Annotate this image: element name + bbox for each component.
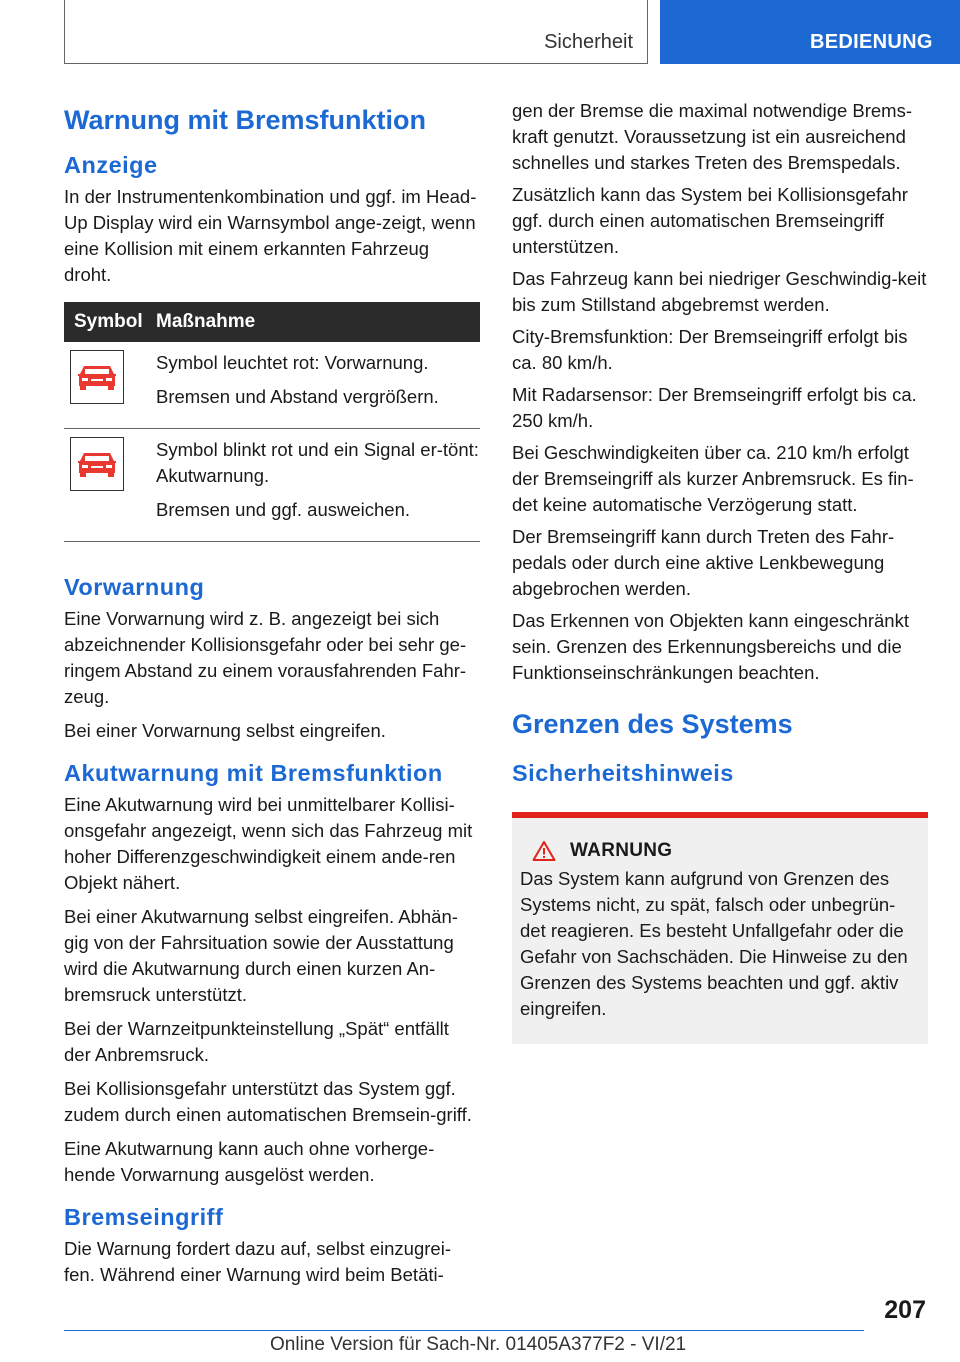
symbol-table-header <box>64 302 480 342</box>
right-p3: Das Fahrzeug kann bei niedriger Geschwindig-keit bis zum Stillstand abgebremst werden. <box>512 268 927 315</box>
row1-line2: Bremsen und Abstand vergrößern. <box>156 386 439 407</box>
left-column <box>64 98 480 1296</box>
right-p8: Das Erkennen von Objekten kann eingeschränkt sein. Grenzen des Erkennungsbereichs und die Funktionseinschränkungen beachten. <box>512 610 909 683</box>
warning-triangle-icon <box>532 840 556 862</box>
table-row <box>64 342 480 429</box>
right-p6: Bei Geschwindigkeiten über ca. 210 km/h erfolgt der Bremseingriff als kurzer Anbremsruck. Es fin-det keine automatische Verzögerung statt. <box>512 442 914 515</box>
sicherheitshinweis-heading: Sicherheitshinweis <box>512 760 734 786</box>
right-column <box>512 98 928 1044</box>
footer-divider <box>64 1330 864 1331</box>
right-p7: Der Bremseingriff kann durch Treten des Fahr-pedals oder durch eine aktive Lenkbewegung abgebrochen werden. <box>512 526 895 599</box>
warning-title-row <box>532 840 920 862</box>
anzeige-text: In der Instrumentenkombination und ggf. im Head-Up Display wird ein Warnsymbol ange-zeigt, wenn eine Kollision mit einem erkannten Fahrzeug droht. <box>64 186 477 285</box>
bremseingriff-heading: Bremseingriff <box>64 1204 224 1230</box>
row2-line2: Bremsen und ggf. ausweichen. <box>156 499 411 520</box>
chapter-label: BEDIENUNG <box>810 31 933 53</box>
bremseingriff-p1: Die Warnung fordert dazu auf, selbst einzugrei-fen. Während einer Warnung wird beim Betäti- <box>64 1238 451 1285</box>
right-p2: Zusätzlich kann das System bei Kollisionsgefahr ggf. durch einen automatischen Bremseingriff unterstützen. <box>512 184 908 257</box>
symbol-table <box>64 302 480 542</box>
akut-p3: Bei der Warnzeitpunkteinstellung „Spät“ entfällt der Anbremsruck. <box>64 1018 449 1065</box>
page-number: 207 <box>884 1296 926 1324</box>
akut-heading: Akutwarnung mit Bremsfunktion <box>64 760 443 786</box>
car-warning-icon <box>70 437 124 491</box>
col-symbol: Symbol <box>64 302 156 342</box>
akut-p5: Eine Akutwarnung kann auch ohne vorherge-hende Vorwarnung ausgelöst werden. <box>64 1138 435 1185</box>
row1-line1: Symbol leuchtet rot: Vorwarnung. <box>156 352 429 373</box>
header-box <box>64 0 648 64</box>
right-p1: gen der Bremse die maximal notwendige Brems-kraft genutzt. Voraussetzung ist ein ausreichend schnelles und starkes Treten des Bremspedals. <box>512 100 912 173</box>
col-action: Maßnahme <box>156 302 480 342</box>
right-p5: Mit Radarsensor: Der Bremseingriff erfolgt bis ca. 250 km/h. <box>512 384 917 431</box>
warning-box <box>512 812 928 1044</box>
chapter-tab[interactable] <box>660 0 960 64</box>
warning-title: WARNUNG <box>570 840 673 861</box>
akut-p4: Bei Kollisionsgefahr unterstützt das System ggf. zudem durch einen automatischen Bremsein-griff. <box>64 1078 472 1125</box>
table-row <box>64 429 480 542</box>
akut-p1: Eine Akutwarnung wird bei unmittelbarer Kollisi-onsgefahr angezeigt, wenn sich das Fahrzeug mit hoher Differenzgeschwindigkeit einem ande-ren Objekt nähert. <box>64 794 473 893</box>
vorwarnung-p2: Bei einer Vorwarnung selbst eingreifen. <box>64 720 386 741</box>
vorwarnung-heading: Vorwarnung <box>64 574 205 600</box>
footer-text: Online Version für Sach-Nr. 01405A377F2 - VI/21 <box>270 1334 687 1355</box>
section-title: Sicherheit <box>544 31 633 53</box>
vorwarnung-p1: Eine Vorwarnung wird z. B. angezeigt bei sich abzeichnender Kollisionsgefahr oder bei sehr ge-ringem Abstand zu einem vorausfahrenden Fahr-zeug. <box>64 608 467 707</box>
akut-p2: Bei einer Akutwarnung selbst eingreifen. Abhän-gig von der Fahrsituation sowie der Ausstattung wird die Akutwarnung durch einen kurzen An-bremsruck unterstützt. <box>64 906 458 1005</box>
warning-text: Das System kann aufgrund von Grenzen des Systems nicht, zu spät, falsch oder unbegrün-det reagieren. Es besteht Unfallgefahr oder die Gefahr von Sachschäden. Die Hinweise zu den Grenzen des Systems beachten und ggf. aktiv eingreifen. <box>520 868 908 1019</box>
grenzen-title: Grenzen des Systems <box>512 709 793 739</box>
row2-line1: Symbol blinkt rot und ein Signal er-tönt: Akutwarnung. <box>156 439 479 486</box>
car-warning-icon <box>70 350 124 404</box>
anzeige-heading: Anzeige <box>64 152 158 178</box>
page-title: Warnung mit Bremsfunktion <box>64 105 426 135</box>
right-p4: City-Bremsfunktion: Der Bremseingriff erfolgt bis ca. 80 km/h. <box>512 326 908 373</box>
